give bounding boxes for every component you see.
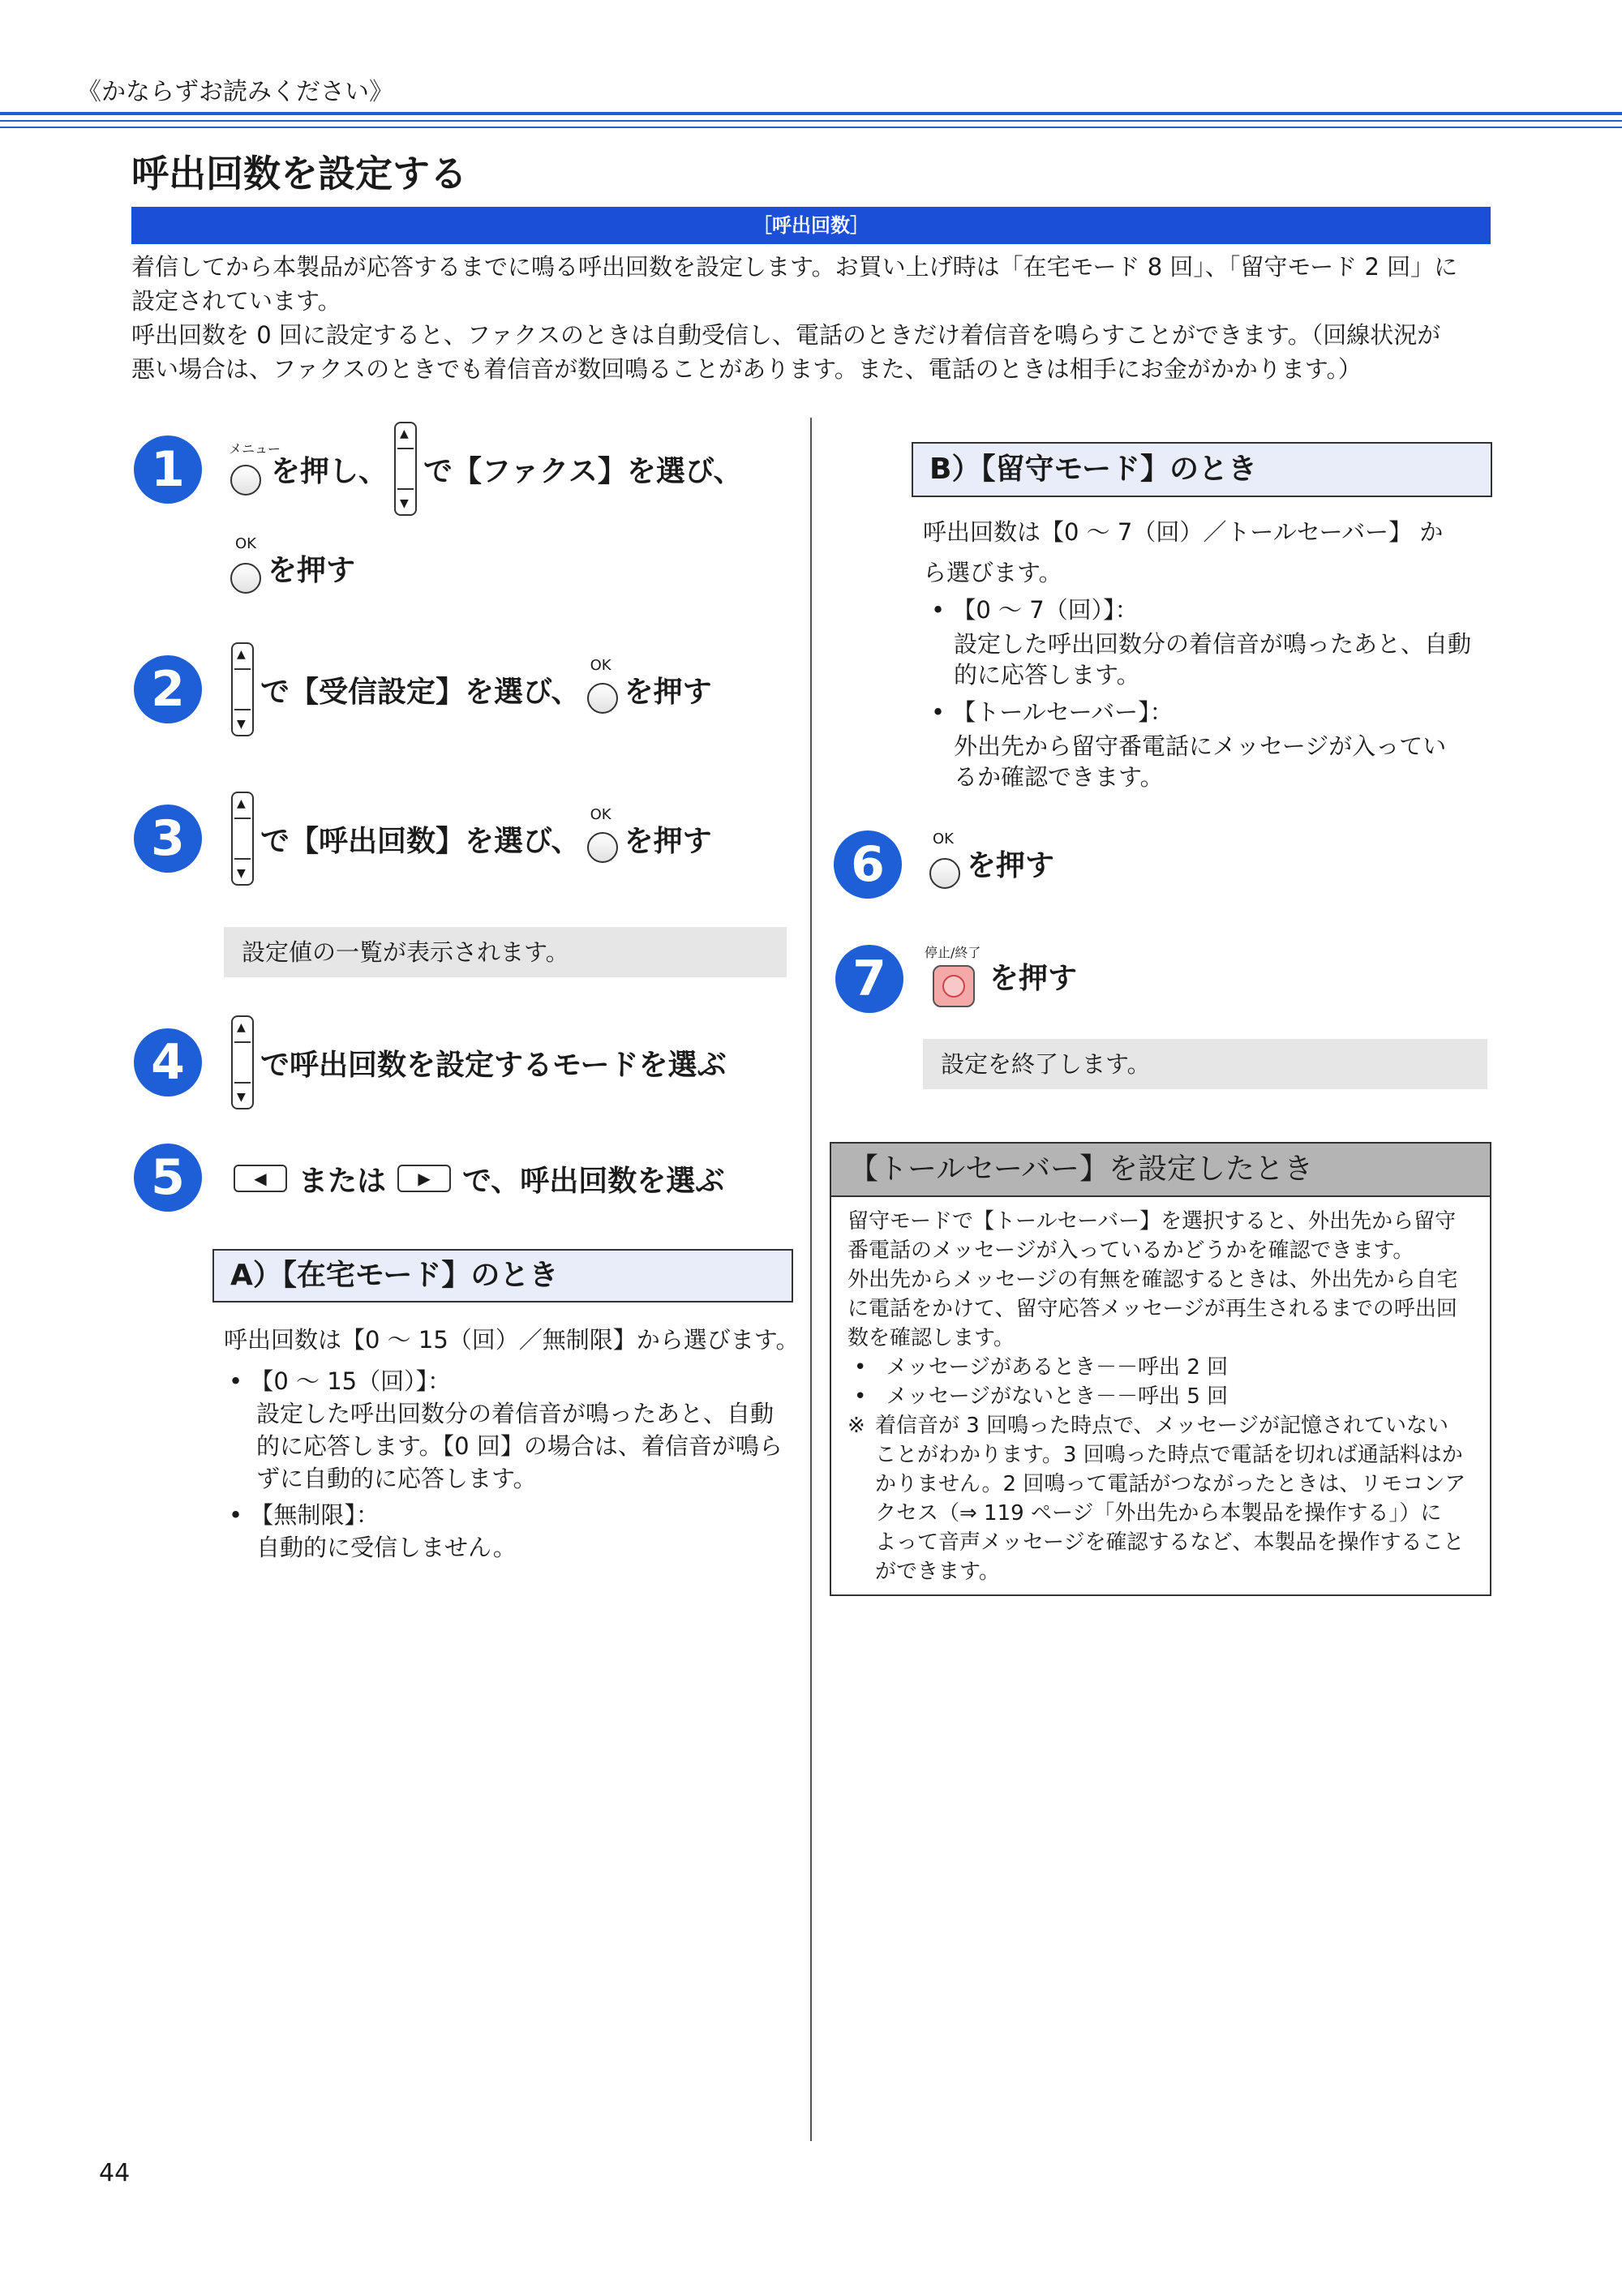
tollsaver-bullet-1-text: メッセージがあるとき－－呼出 2 回 [886,1355,1229,1380]
ok-key-label: OK [933,830,954,848]
bullet-dot: • [931,596,946,624]
up-down-key-icon[interactable]: ▲ ▼ [231,792,254,886]
step-5-text-1: または [298,1164,387,1198]
tollsaver-body [831,1197,1490,1596]
menu-button-icon [230,465,261,496]
section-a-bullet-2-desc: 自動的に受信しません。 [256,1534,517,1561]
ok-key[interactable] [584,808,621,869]
step-3-text-1: で【呼出回数】を選び、 [260,824,581,858]
step-7-number: 7 [835,945,903,1013]
tollsaver-bullet-2-text: メッセージがないとき－－呼出 5 回 [886,1384,1229,1409]
intro-line-2: 設定されています。 [131,287,341,315]
step-1-text-3: を押す [268,553,356,587]
left-arrow-key-icon[interactable]: ◀ [234,1165,287,1192]
section-b-bullet-2 [931,696,1174,728]
up-down-key-icon[interactable]: ▲ ▼ [231,1015,254,1109]
step-1-number: 1 [134,436,202,504]
tollsaver-bullet-1: • メッセージがあるとき－－呼出 2 回 [854,1355,1229,1380]
tollsaver-note-line-5: よって音声メッセージを確認するなど、本製品を操作すること [875,1530,1465,1555]
header-note: 《かならずお読みください》 [77,78,393,106]
section-b-bullet-2-desc-1: 外出先から留守番電話にメッセージが入ってい [954,732,1447,760]
header-rule-thick [0,112,1622,115]
page-number: 44 [99,2159,131,2187]
section-b-bullet-1-desc-2: 的に応答します。 [954,661,1140,689]
ok-key[interactable] [926,832,963,894]
bullet-dot: • [229,1367,243,1395]
step-1-text-1: を押し、 [271,454,388,488]
step-2-text-2: を押す [624,675,712,709]
tollsaver-title: 【トールセーバー】を設定したとき [831,1144,1490,1197]
step-6-number: 6 [834,830,902,899]
stop-key-label: 停止/終了 [925,945,981,960]
section-a-bullet-1-desc-1: 設定した呼出回数分の着信音が鳴ったあと、自動 [256,1400,775,1427]
header-rule-mid [0,120,1622,122]
section-b-bullet-2-desc-2: るか確認できます。 [954,763,1164,791]
step-7-text-1: を押す [989,961,1078,995]
ok-button-icon [929,858,960,889]
stop-key[interactable] [925,939,989,1012]
step-4-text-1: で呼出回数を設定するモードを選ぶ [260,1048,727,1082]
ok-key[interactable] [584,659,621,720]
tollsaver-note-line-4: クセス（⇒ 119 ページ「外出先から本製品を操作する」）に [875,1501,1442,1526]
ok-button-icon [587,683,618,714]
step-5-line [234,1156,724,1201]
step-2-line [231,642,712,736]
ok-key-label: OK [235,535,256,552]
section-b-bullet-1-label: 【0 ～ 7（回）】： [952,596,1139,624]
step-6-line [926,830,1054,895]
menu-key-label: メニュー [229,441,281,457]
ok-button-icon [230,563,261,594]
step-3-number: 3 [134,805,202,873]
right-arrow-key-icon[interactable]: ▶ [397,1165,451,1192]
step-6-text-1: を押す [967,848,1055,882]
menu-key[interactable] [229,440,281,497]
section-b-title: B）【留守モード】のとき [912,442,1492,497]
header-rule-thin [0,127,1622,128]
step-5-number: 5 [134,1144,202,1212]
intro-line-4: 悪い場合は、ファクスのときでも着信音が数回鳴ることがあります。また、電話のときは相手にお金がかかります。） [131,355,1362,383]
section-b-bullet-1 [931,594,1139,626]
section-b-desc-1: 呼出回数は【0 ～ 7（回）／トールセーバー】 か [923,518,1444,546]
tollsaver-note-line-2: ことがわかります。3 回鳴った時点で電話を切れば通話料はか [875,1443,1463,1467]
section-a-bullet-1-label: 【0 ～ 15（回）】： [250,1367,452,1395]
section-b-bullet-1-desc-1: 設定した呼出回数分の着信音が鳴ったあと、自動 [954,630,1472,658]
intro-line-3: 呼出回数を 0 回に設定すると、ファクスのときは自動受信し、電話のときだけ着信音を鳴らすことができます。（回線状況が [131,321,1441,349]
section-a-desc: 呼出回数は【0 ～ 15（回）／無制限】から選びます。 [224,1326,800,1354]
step-7-note: 設定を終了します。 [923,1039,1487,1089]
section-b-bullet-2-label: 【トールセーバー】： [952,698,1174,726]
tollsaver-note-line-6: ができます。 [875,1560,1000,1584]
tollsaver-note-box [830,1142,1491,1596]
section-a-bullet-1-desc-3: ずに自動的に応答します。 [256,1465,537,1492]
up-down-key-icon[interactable]: ▲ ▼ [394,422,417,516]
tollsaver-note-line-3: かりません。2 回鳴って電話がつながったときは、リモコンア [875,1472,1466,1496]
step-7-line [925,939,1077,1012]
step-3-text-2: を押す [624,824,712,858]
step-4-number: 4 [134,1028,202,1097]
tollsaver-line-2: 番電話のメッセージが入っているかどうかを確認できます。 [847,1238,1414,1263]
bullet-dot: • [931,698,946,726]
intro-line-1: 着信してから本製品が応答するまでに鳴る呼出回数を設定します。お買い上げ時は「在宅モード 8 回」、「留守モード 2 回」に [131,253,1458,281]
step-3-note: 設定値の一覧が表示されます。 [224,927,787,977]
tollsaver-line-5: 数を確認します。 [847,1326,1015,1350]
step-1-line-2 [229,535,355,600]
section-a-bullet-2-label: 【無制限】： [250,1501,380,1529]
step-2-text-1: で【受信設定】を選び、 [260,675,581,709]
tollsaver-line-1: 留守モードで【トールセーバー】を選択すると、外出先から留守 [847,1209,1457,1234]
tollsaver-bullet-2: • メッセージがないとき－－呼出 5 回 [854,1384,1229,1409]
step-4-line [231,1015,727,1109]
section-a-title: A）【在宅モード】のとき [212,1249,793,1302]
ok-key-label: OK [590,806,611,823]
section-a-bullet-1 [229,1365,451,1397]
tollsaver-line-4: に電話をかけて、留守応答メッセージが再生されるまでの呼出回 [847,1297,1457,1321]
page-title: 呼出回数を設定する [131,152,467,195]
section-banner: ［呼出回数］ [131,207,1491,244]
stop-button-icon [933,965,975,1007]
step-1-text-2: で【ファクス】を選び、 [423,454,743,488]
ok-key-label: OK [590,657,611,674]
up-down-key-icon[interactable]: ▲ ▼ [231,642,254,736]
section-a-bullet-2 [229,1499,380,1531]
step-2-number: 2 [134,655,202,723]
tollsaver-line-3: 外出先からメッセージの有無を確認するときは、外出先から自宅 [847,1268,1458,1292]
column-divider [810,418,812,2141]
section-b-desc-2: ら選びます。 [923,559,1062,586]
ok-button-icon [587,832,618,863]
tollsaver-note [847,1411,1474,1586]
note-mark: ※ [847,1414,865,1438]
section-a-bullet-1-desc-2: 的に応答します。【0 回】の場合は、着信音が鳴ら [256,1432,783,1460]
bullet-dot: • [229,1501,243,1529]
ok-key[interactable] [229,537,264,599]
tollsaver-note-text [875,1411,1465,1586]
step-1-line-1 [229,422,743,516]
step-5-text-2: で、呼出回数を選ぶ [462,1164,725,1198]
tollsaver-note-line-1: 着信音が 3 回鳴った時点で、メッセージが記憶されていない [875,1414,1448,1438]
step-3-line [231,792,712,886]
